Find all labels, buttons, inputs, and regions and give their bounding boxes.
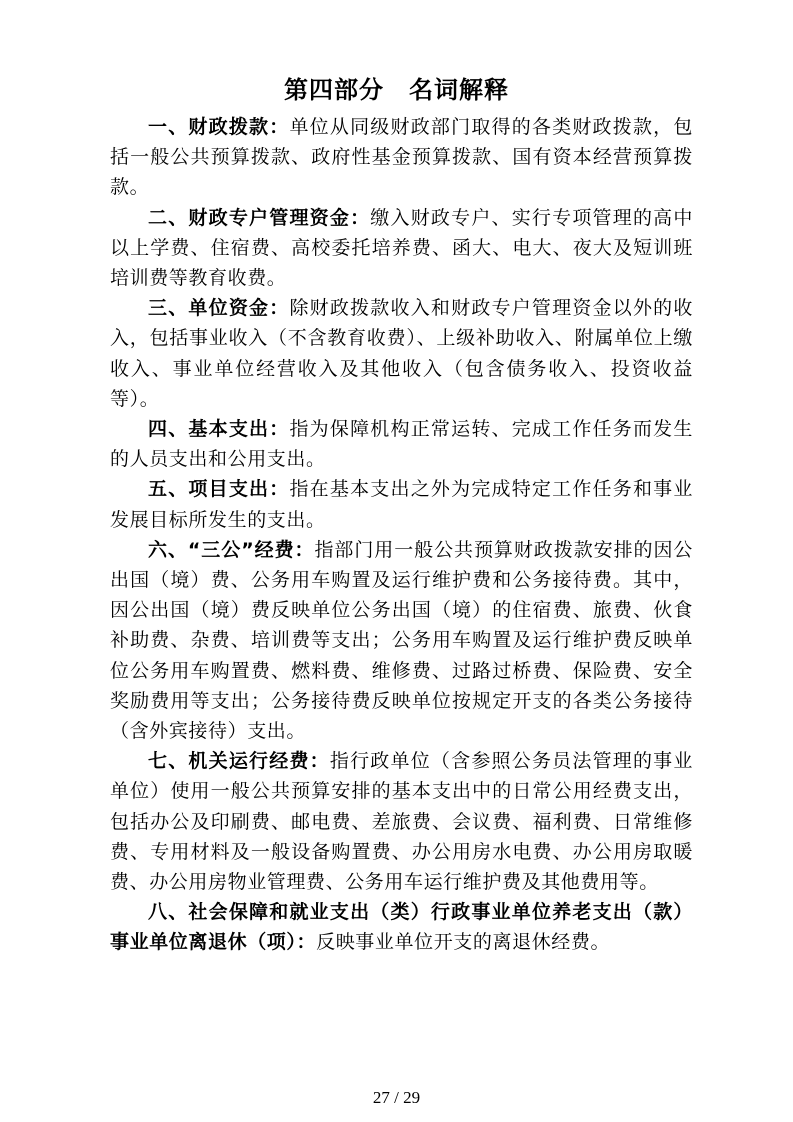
- glossary-entry-unit-funds: [110, 293, 693, 414]
- page-number: 27 / 29: [372, 1088, 421, 1107]
- glossary-entry-operating-expenses: [110, 746, 693, 897]
- term-label: 二、财政专户管理资金：: [148, 206, 371, 229]
- term-label: 四、基本支出：: [148, 418, 290, 441]
- glossary-entry-financial-appropriation: [110, 112, 693, 203]
- term-definition: 指在基本支出之外为完成特定工作任务和事业发展目标所发生的支出。: [110, 478, 693, 531]
- term-label: 五、项目支出：: [148, 478, 290, 501]
- term-definition: 指为保障机构正常运转、完成工作任务而发生的人员支出和公用支出。: [110, 418, 693, 471]
- term-label: 六、“三公”经费：: [148, 538, 315, 561]
- term-definition: 指行政单位（含参照公务员法管理的事业单位）使用一般公共预算安排的基本支出中的日常公用经费支出，包括办公及印刷费、邮电费、差旅费、会议费、福利费、日常维修费、专用材料及一般设备购置费、办公用房水电费、办公用房取暖费、办公用房物业管理费、公务用车运行维护费及其他费用等。: [110, 750, 693, 894]
- glossary-body: [110, 112, 693, 958]
- glossary-entry-three-public-expenses: [110, 535, 693, 746]
- glossary-entry-basic-expenditure: [110, 414, 693, 474]
- term-label: 八、社会保障和就业支出（类）行政事业单位养老支出（款）事业单位离退休（项）：: [110, 901, 693, 954]
- term-label: 七、机关运行经费：: [148, 750, 330, 773]
- page-title: 第四部分 名词解释: [284, 76, 509, 104]
- glossary-entry-retirement-expenditure: [110, 897, 693, 957]
- term-definition: 除财政拨款收入和财政专户管理资金以外的收入，包括事业收入（不含教育收费）、上级补助收入、附属单位上缴收入、事业单位经营收入及其他收入（包含债务收入、投资收益等）。: [110, 297, 693, 410]
- glossary-entry-special-account-funds: [110, 203, 693, 294]
- glossary-entry-project-expenditure: [110, 474, 693, 534]
- term-definition: 反映事业单位开支的离退休经费。: [316, 931, 611, 954]
- term-label: 一、财政拨款：: [148, 116, 290, 138]
- term-definition: 缴入财政专户、实行专项管理的高中以上学费、住宿费、高校委托培养费、函大、电大、夜大及短训班培训费等教育收费。: [110, 206, 693, 290]
- term-label: 三、单位资金：: [148, 297, 290, 320]
- term-definition: 指部门用一般公共预算财政拨款安排的因公出国（境）费、公务用车购置及运行维护费和公务接待费。其中，因公出国（境）费反映单位公务出国（境）的住宿费、旅费、伙食补助费、杂费、培训费等支出；公务用车购置及运行维护费反映单位公务用车购置费、燃料费、维修费、过路过桥费、保险费、安全奖励费用等支出；公务接待费反映单位按规定开支的各类公务接待（含外宾接待）支出。: [110, 538, 693, 743]
- term-definition: 单位从同级财政部门取得的各类财政拨款，包括一般公共预算拨款、政府性基金预算拨款、国有资本经营预算拨款。: [110, 116, 693, 199]
